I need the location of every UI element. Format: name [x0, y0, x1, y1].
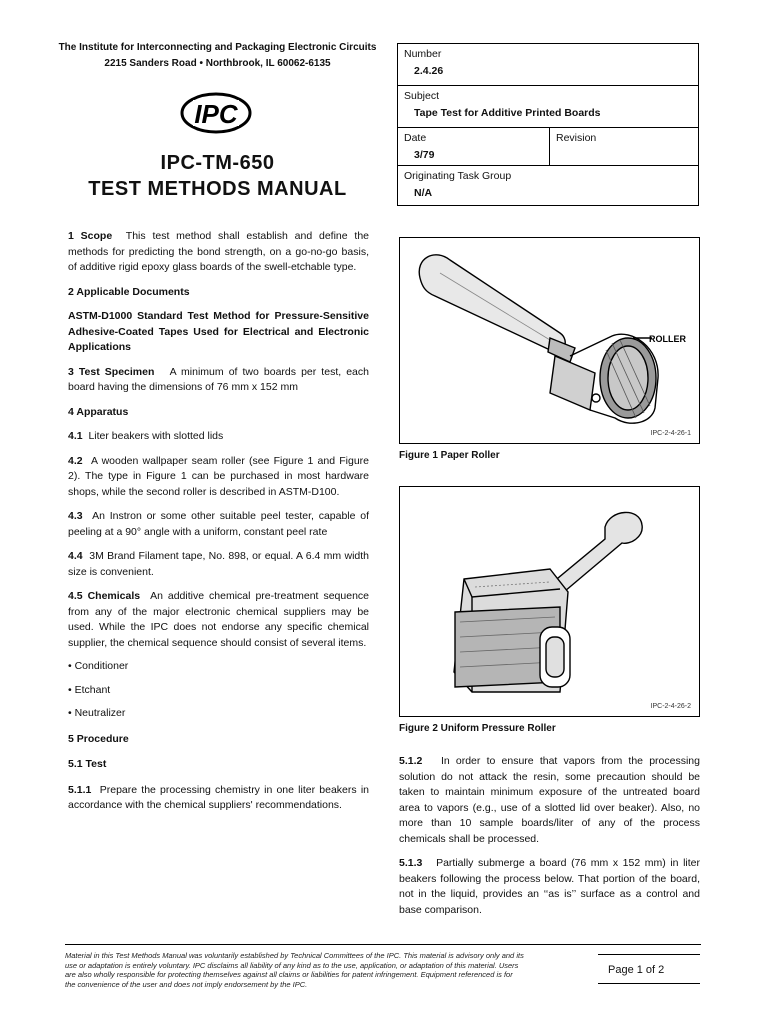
date-cell	[398, 128, 550, 165]
task-group-value: N/A	[414, 187, 433, 199]
number-cell	[398, 44, 698, 85]
scope-heading: 1 Scope	[68, 230, 113, 242]
item-4-2	[68, 454, 369, 501]
subject-value: Tape Test for Additive Printed Boards	[414, 107, 601, 119]
number-value: 2.4.26	[414, 65, 444, 77]
item-4-3-number: 4.3	[68, 510, 83, 522]
institute-name: The Institute for Interconnecting and Packaging Electronic Circuits	[58, 42, 377, 53]
uniform-pressure-roller-illustration	[400, 487, 699, 716]
item-5-1-2	[399, 754, 700, 847]
footer-disclaimer: Material in this Test Methods Manual was voluntarily established by Technical Committees of the IPC. This material is advisory only and its use or adaptation is entirely voluntary. IPC disclaims all liability of any kind as to the use, application, or adaptation of this material. Users are also wholly responsible for protecting themselves against all claims or liabilities for patent infringement. Equipment referenced is for the convenience of the user and does not imply endorsement by the IPC.	[65, 951, 524, 989]
figure-2-frame	[399, 486, 700, 717]
apparatus-heading: 4 Apparatus	[68, 405, 129, 418]
figure-1-frame	[399, 237, 700, 444]
date-value: 3/79	[414, 149, 435, 161]
item-5-1-2-number: 5.1.2	[399, 755, 423, 767]
item-4-2-number: 4.2	[68, 454, 83, 467]
right-column	[399, 754, 700, 918]
number-label: Number	[404, 48, 442, 60]
bullet-neutralizer: • Neutralizer	[68, 707, 126, 719]
item-4-1	[68, 429, 369, 445]
item-4-5-heading: 4.5 Chemicals	[68, 590, 141, 602]
revision-cell	[550, 128, 698, 165]
footer-rule	[65, 944, 701, 945]
date-label: Date	[404, 132, 427, 144]
ipc-logo	[180, 90, 252, 136]
figure-1-caption: Figure 1 Paper Roller	[399, 450, 500, 461]
manual-title: TEST METHODS MANUAL	[88, 178, 347, 200]
specimen-heading: 3 Test Specimen	[68, 365, 155, 378]
bullet-conditioner: • Conditioner	[68, 660, 129, 672]
item-5-1-3-text: Partially submerge a board (76 mm x 152 mm) in liter beakers following the process below. That portion of the board, not in the liquid, provides an ‘‘as is’’ surface as a control and base comparison.	[399, 857, 700, 916]
item-4-3-text: An Instron or some other suitable peel tester, capable of peeling at a 90° angle with a uniform, constant peel rate	[68, 510, 369, 538]
test-heading: 5.1 Test	[68, 758, 107, 770]
figure-1-roller-label: ROLLER	[649, 334, 686, 344]
item-4-5	[68, 589, 369, 651]
scope-text: This test method shall establish and define the methods for predicting the bond strength, on a go-no-go basis, of additive rigid epoxy glass boards of the swell-etchable type.	[68, 230, 369, 273]
item-4-4-number: 4.4	[68, 550, 83, 562]
item-4-5-text: An additive chemical pre-treatment sequence from any of the major electronic chemical suppliers may be used. While the IPC does not endorse any specific chemical supplier, the chemical sequence should consist of several items.	[68, 590, 369, 649]
task-group-cell	[398, 166, 698, 205]
item-5-1-3	[399, 856, 700, 918]
item-5-1-3-number: 5.1.3	[399, 857, 423, 869]
item-4-4-text: 3M Brand Filament tape, No. 898, or equal. A 6.4 mm width size is convenient.	[68, 550, 369, 578]
specimen-paragraph	[68, 365, 369, 396]
subject-label: Subject	[404, 90, 440, 102]
scope-paragraph	[68, 229, 369, 276]
institute-address: 2215 Sanders Road • Northbrook, IL 60062-6135	[104, 58, 331, 69]
manual-title-block	[40, 150, 395, 202]
procedure-heading: 5 Procedure	[68, 732, 129, 745]
document-info-box	[397, 43, 699, 206]
specimen-text: A minimum of two boards per test, each board having the dimensions of 76 mm x 152 mm	[68, 365, 369, 393]
bullet-etchant: • Etchant	[68, 683, 111, 696]
item-5-1-2-text: In order to ensure that vapors from the processing solution do not attack the resin, some precaution should be taken to maintain minimum exposure of the untreated board area to vapors (e.g., use of a slotted lid over beaker). Also, no more than 10 sample boards/liter of any of the process chemicals shall be processed.	[399, 755, 700, 845]
item-5-1-1-text: Prepare the processing chemistry in one liter beakers in accordance with the chemical suppliers' recommendations.	[68, 783, 369, 811]
astm-reference: ASTM-D1000 Standard Test Method for Pressure-Sensitive Adhesive-Coated Tapes Used for Electrical and Electronic Applications	[68, 310, 369, 353]
logo-text: IPC	[194, 99, 238, 129]
item-4-1-number: 4.1	[68, 430, 83, 442]
task-group-label: Originating Task Group	[404, 170, 512, 182]
institute-header	[40, 40, 395, 72]
item-4-2-text: A wooden wallpaper seam roller (see Figure 1 and Figure 2). The type in Figure 1 can be purchased in most hardware shops, while the second roller is described in ASTM-D100.	[68, 454, 369, 498]
revision-label: Revision	[556, 132, 597, 144]
figure-2-caption: Figure 2 Uniform Pressure Roller	[399, 723, 556, 734]
subject-cell	[398, 86, 698, 127]
paper-roller-illustration	[400, 238, 699, 443]
item-5-1-1	[68, 783, 369, 814]
item-4-4	[68, 549, 369, 580]
figure-1-ref: IPC-2-4-26-1	[650, 430, 691, 437]
item-4-3	[68, 509, 369, 540]
manual-id: IPC-TM-650	[160, 152, 275, 174]
figure-2-ref: IPC-2-4-26-2	[650, 703, 691, 710]
page-number: Page 1 of 2	[598, 954, 700, 984]
applicable-docs-heading: 2 Applicable Documents	[68, 285, 190, 298]
item-5-1-1-number: 5.1.1	[68, 783, 92, 796]
item-4-1-text: Liter beakers with slotted lids	[88, 430, 224, 442]
left-column	[68, 229, 369, 814]
